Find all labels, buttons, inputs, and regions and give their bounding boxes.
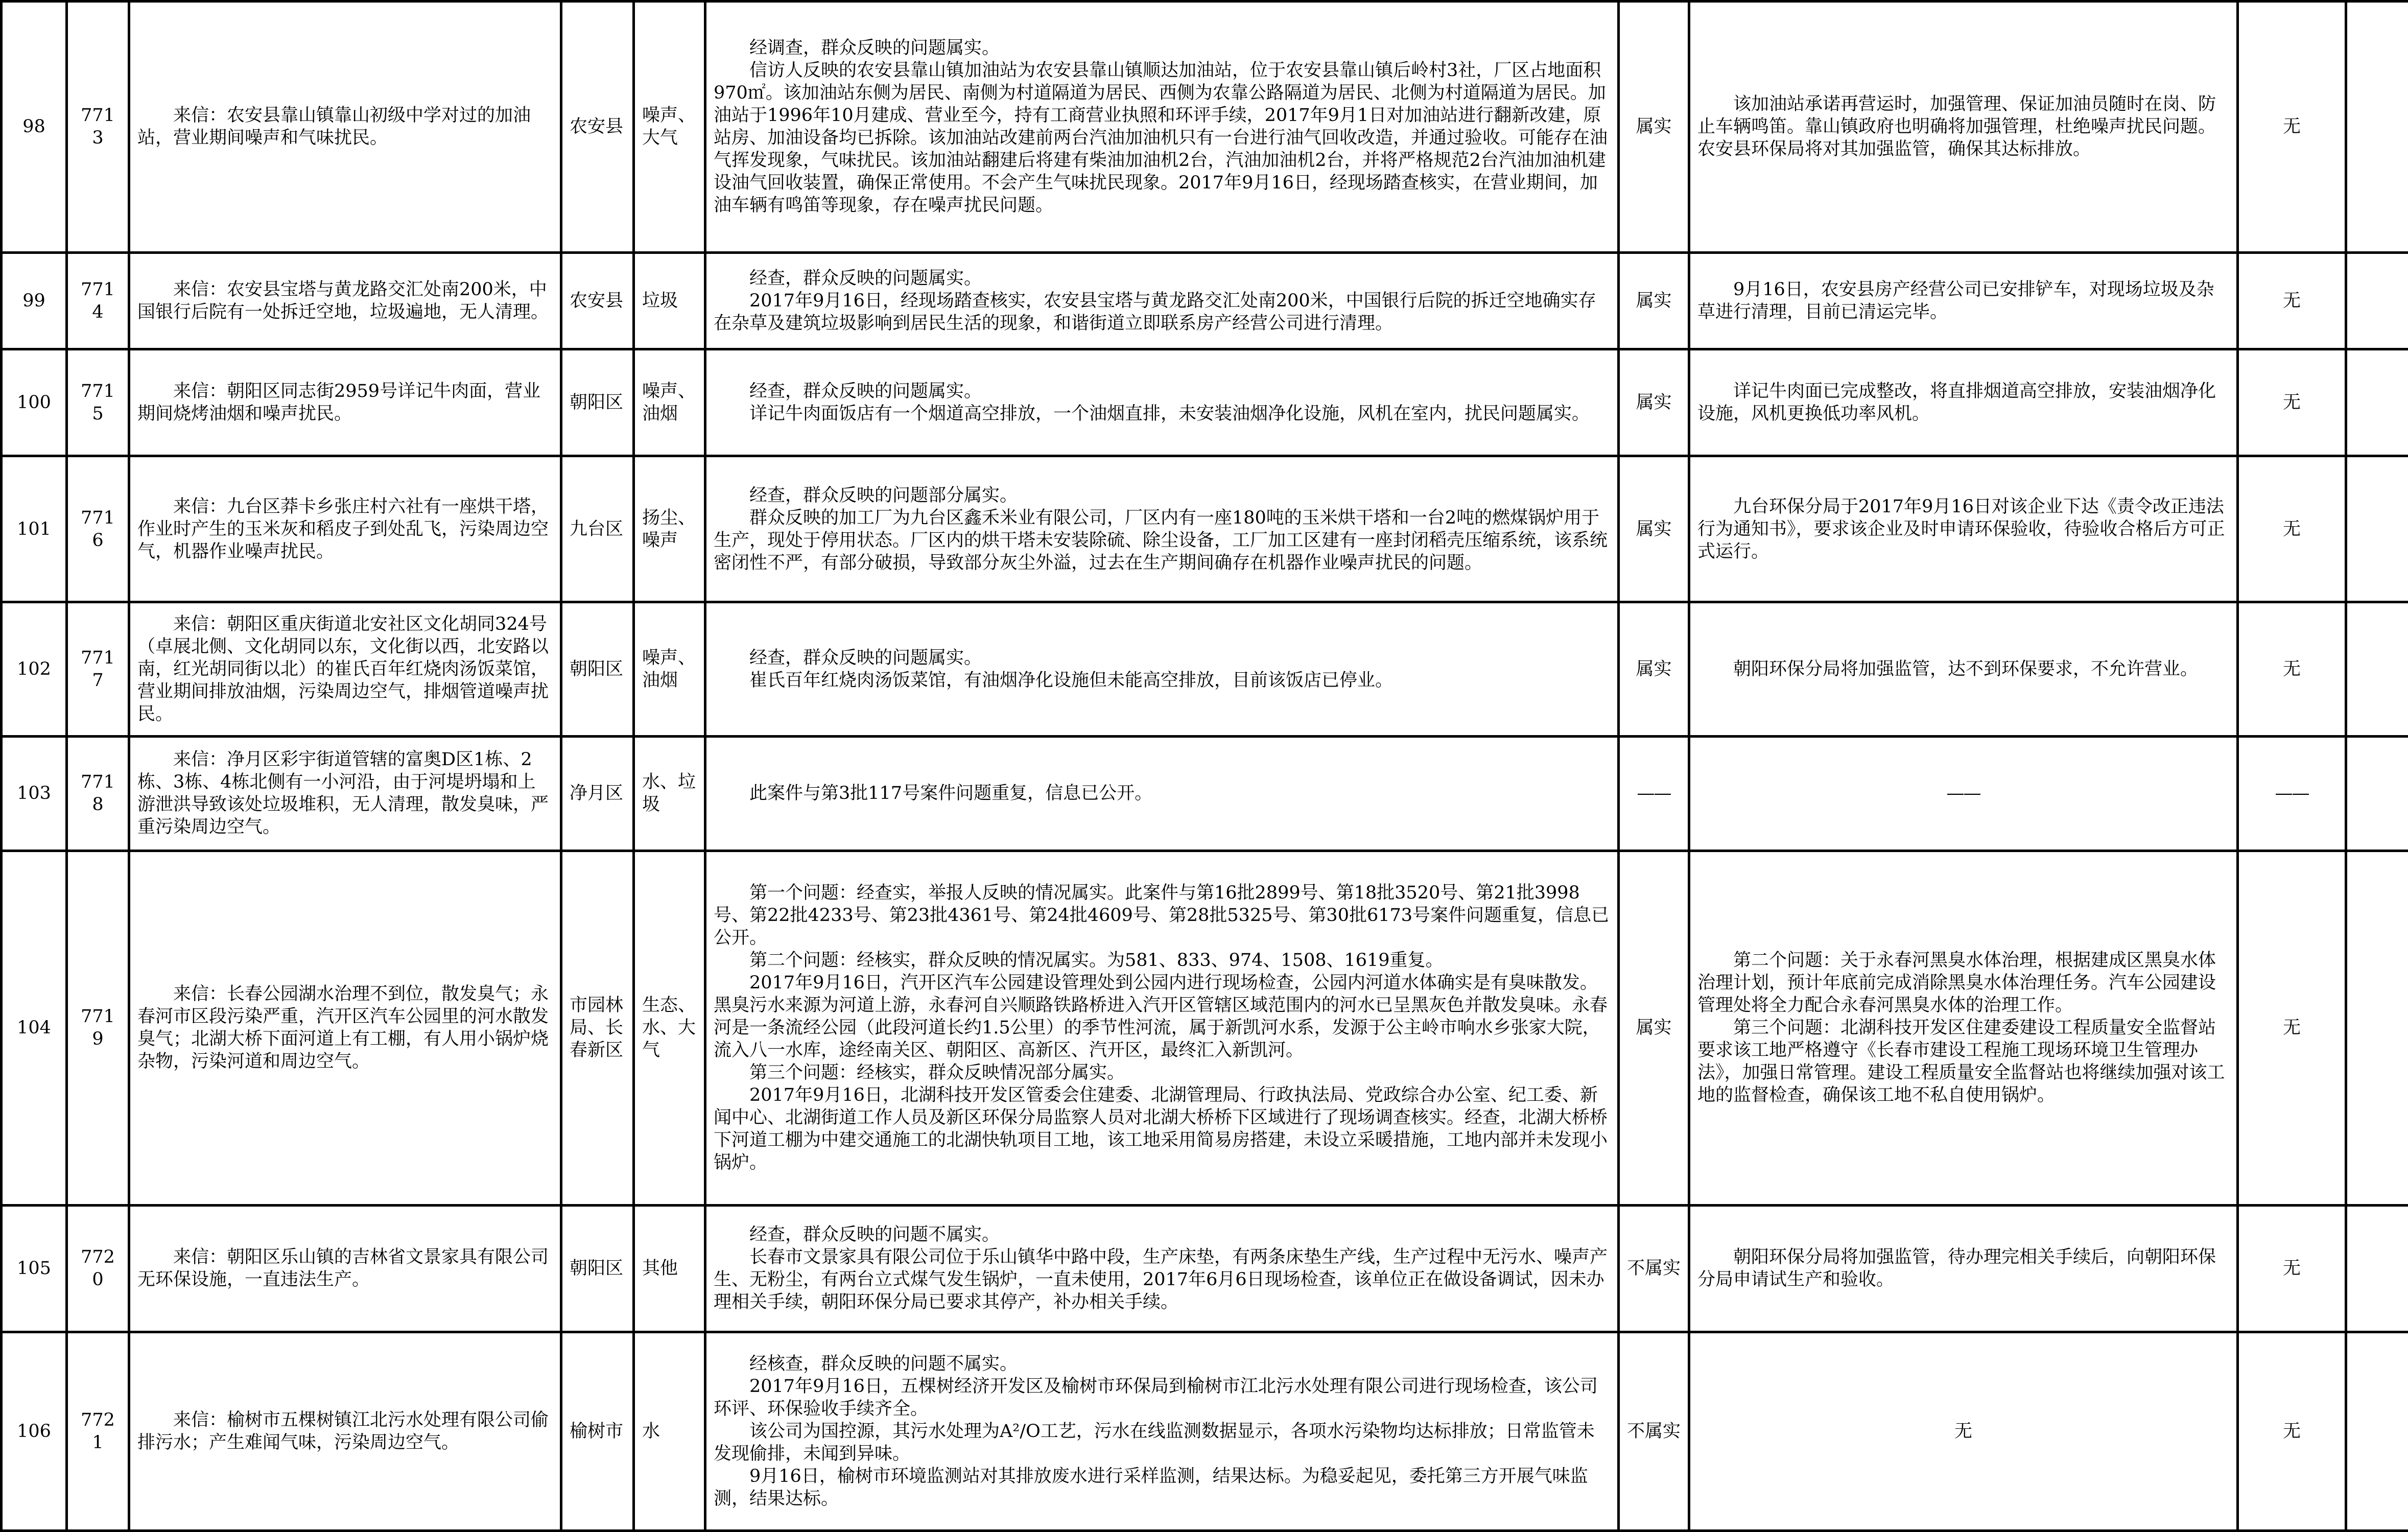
table-row (2, 736, 2408, 851)
investigation-paragraph: 2017年9月16日，经现场踏查核实，农安县宝塔与黄龙路交汇处南200米，中国银行后院的拆迁空地确实存在杂草及建筑垃圾影响到居民生活的现象，和谐街道立即联系房产经营公司进行清理。 (714, 291, 1596, 334)
accountability: 无 (2238, 602, 2346, 737)
complaint-paragraph: 来信：净月区彩宇街道管辖的富奥D区1栋、2栋、3栋、4栋北侧有一小河沿，由于河堤坍塌和上游泄洪导致该处垃圾堆积，无人清理，散发臭味，严重污染周边空气。 (137, 749, 549, 838)
verdict: 属实 (1619, 851, 1689, 1206)
handling-paragraph: 详记牛肉面已完成整改，将直排烟道高空排放，安装油烟净化设施，风机更换低功率风机。 (1697, 381, 2216, 425)
remark (2346, 851, 2408, 1206)
handling-measures (1689, 1206, 2238, 1332)
complaint-paragraph: 来信：朝阳区同志街2959号详记牛肉面，营业期间烧烤油烟和噪声扰民。 (137, 381, 541, 425)
case-number: 7715 (67, 349, 129, 456)
complaint-text (129, 1206, 561, 1332)
investigation-paragraph: 经查，群众反映的问题不属实。 (749, 1224, 1000, 1245)
investigation-result (705, 252, 1619, 349)
table-row (2, 456, 2408, 602)
district: 榆树市 (561, 1332, 634, 1530)
investigation-paragraph: 9月16日，榆树市环境监测站对其排放废水进行采样监测，结果达标。为稳妥起见，委托第三方开展气味监测，结果达标。 (714, 1466, 1588, 1509)
accountability: 无 (2238, 252, 2346, 349)
pollution-category: 水 (634, 1332, 705, 1530)
complaint-text (129, 2, 561, 253)
row-seq: 99 (2, 252, 67, 349)
investigation-result (705, 2, 1619, 253)
pollution-category: 生态、水、大气 (634, 851, 705, 1206)
accountability: 无 (2238, 851, 2346, 1206)
complaint-text (129, 736, 561, 851)
verdict: 不属实 (1619, 1206, 1689, 1332)
complaint-paragraph: 来信：榆树市五棵树镇江北污水处理有限公司偷排污水；产生难闻气味，污染周边空气。 (137, 1409, 549, 1453)
handling-measures (1689, 851, 2238, 1206)
verdict: —— (1619, 736, 1689, 851)
row-seq: 98 (2, 2, 67, 253)
handling-measures (1689, 602, 2238, 737)
remark (2346, 736, 2408, 851)
accountability: 无 (2238, 456, 2346, 602)
investigation-paragraph: 经查，群众反映的问题部分属实。 (749, 485, 1018, 506)
complaint-paragraph: 来信：长春公园湖水治理不到位，散发臭气；永春河市区段污染严重，汽开区汽车公园里的河水散发臭气；北湖大桥下面河道上有工棚，有人用小锅炉烧杂物，污染河道和周边空气。 (137, 984, 549, 1072)
case-number: 7713 (67, 2, 129, 253)
complaint-paragraph: 来信：九台区莽卡乡张庄村六社有一座烘干塔，作业时产生的玉米灰和稻皮子到处乱飞，污染周边空气，机器作业噪声扰民。 (137, 496, 549, 562)
remark (2346, 2, 2408, 253)
accountability: —— (2238, 736, 2346, 851)
remark (2346, 1332, 2408, 1530)
investigation-paragraph: 2017年9月16日，汽开区汽车公园建设管理处到公园内进行现场检查，公园内河道水体确实是有臭味散发。黑臭污水来源为河道上游，永春河自兴顺路铁路桥进入汽开区管辖区域范围内的河水已呈黑灰色并散发臭味。永春河是一条流经公园（此段河道长约1.5公里）的季节性河流，属于新凯河水系，发源于公主岭市响水乡张家大院，流入八一水库，途经南关区、朝阳区、高新区、汽开区，最终汇入新凯河。 (714, 973, 1608, 1061)
investigation-result (705, 736, 1619, 851)
handling-measures (1689, 252, 2238, 349)
investigation-paragraph: 群众反映的加工厂为九台区鑫禾米业有限公司，厂区内有一座180吨的玉米烘干塔和一台2吨的燃煤锅炉用于生产，现处于停用状态。厂区内的烘干塔未安装除硫、除尘设备，工厂加工区建有一座封闭稻壳压缩系统，该系统密闭性不严，有部分破损，导致部分灰尘外溢，过去在生产期间确存在机器作业噪声扰民的问题。 (714, 507, 1608, 573)
verdict: 属实 (1619, 456, 1689, 602)
investigation-paragraph: 此案件与第3批117号案件问题重复，信息已公开。 (749, 783, 1153, 804)
table-row (2, 2, 2408, 253)
case-number: 7721 (67, 1332, 129, 1530)
remark (2346, 602, 2408, 737)
investigation-paragraph: 经核查，群众反映的问题不属实。 (749, 1353, 1018, 1374)
case-number: 7716 (67, 456, 129, 602)
handling-paragraph: 朝阳环保分局将加强监管，待办理完相关手续后，向朝阳环保分局申请试生产和验收。 (1697, 1247, 2216, 1290)
pollution-category: 噪声、油烟 (634, 602, 705, 737)
complaint-text (129, 851, 561, 1206)
handling-paragraph: 9月16日，农安县房产经营公司已安排铲车，对现场垃圾及杂草进行清理，目前已清运完毕。 (1697, 279, 2214, 323)
row-seq: 103 (2, 736, 67, 851)
complaint-text (129, 602, 561, 737)
table-row (2, 602, 2408, 737)
investigation-paragraph: 长春市文景家具有限公司位于乐山镇华中路中段，生产床垫，有两条床垫生产线，生产过程中无污水、噪声产生、无粉尘，有两台立式煤气发生锅炉，一直未使用，2017年6月6日现场检查，该单位正在做设备调试，因未办理相关手续，朝阳环保分局已要求其停产，补办相关手续。 (714, 1247, 1608, 1313)
pollution-category: 水、垃圾 (634, 736, 705, 851)
investigation-paragraph: 经查，群众反映的问题属实。 (749, 381, 982, 402)
complaint-paragraph: 来信：农安县靠山镇靠山初级中学对过的加油站，营业期间噪声和气味扰民。 (137, 105, 531, 149)
table-row (2, 851, 2408, 1206)
investigation-result (705, 1332, 1619, 1530)
investigation-paragraph: 经调查，群众反映的问题属实。 (749, 38, 1000, 59)
complaint-text (129, 1332, 561, 1530)
investigation-paragraph: 崔氏百年红烧肉汤饭菜馆，有油烟净化设施但未能高空排放，目前该饭店已停业。 (749, 670, 1394, 691)
table-row (2, 252, 2408, 349)
handling-paragraph: 第二个问题：关于永春河黑臭水体治理，根据建成区黑臭水体治理计划，预计年底前完成消除黑臭水体治理任务。汽车公园建设管理处将全力配合永春河黑臭水体的治理工作。 (1697, 950, 2216, 1016)
investigation-paragraph: 第三个问题：经核实，群众反映情况部分属实。 (749, 1063, 1125, 1083)
accountability: 无 (2238, 1206, 2346, 1332)
complaint-paragraph: 来信：朝阳区乐山镇的吉林省文景家具有限公司无环保设施，一直违法生产。 (137, 1247, 549, 1290)
handling-measures (1689, 2, 2238, 253)
table-row (2, 1206, 2408, 1332)
table-row (2, 349, 2408, 456)
complaint-paragraph: 来信：朝阳区重庆街道北安社区文化胡同324号（卓展北侧、文化胡同以东，文化街以西，北安路以南，红光胡同街以北）的崔氏百年红烧肉汤饭菜馆，营业期间排放油烟，污染周边空气，排烟管道噪声扰民。 (137, 614, 549, 724)
remark (2346, 1206, 2408, 1332)
handling-measures (1689, 349, 2238, 456)
handling-paragraph: 该加油站承诺再营运时，加强管理、保证加油员随时在岗、防止车辆鸣笛。靠山镇政府也明确将加强管理，杜绝噪声扰民问题。农安县环保局将对其加强监管，确保其达标排放。 (1697, 94, 2216, 160)
district: 九台区 (561, 456, 634, 602)
pollution-category: 噪声、大气 (634, 2, 705, 253)
district: 朝阳区 (561, 349, 634, 456)
investigation-result (705, 851, 1619, 1206)
investigation-paragraph: 2017年9月16日，五棵树经济开发区及榆树市环保局到榆树市江北污水处理有限公司进行现场检查，该公司环评、环保验收手续齐全。 (714, 1376, 1598, 1419)
investigation-paragraph: 第二个问题：经核实，群众反映的情况属实。为581、833、974、1508、1619重复。 (749, 950, 1444, 971)
investigation-result (705, 456, 1619, 602)
verdict: 属实 (1619, 252, 1689, 349)
district: 农安县 (561, 2, 634, 253)
remark (2346, 349, 2408, 456)
investigation-paragraph: 该公司为国控源，其污水处理为A²/O工艺，污水在线监测数据显示，各项水污染物均达标排放；日常监管未发现偷排，未闻到异味。 (714, 1421, 1595, 1464)
table-row (2, 1332, 2408, 1530)
handling-paragraph: 九台环保分局于2017年9月16日对该企业下达《责令改正违法行为通知书》，要求该企业及时申请环保验收，待验收合格后方可正式运行。 (1697, 496, 2225, 562)
district: 朝阳区 (561, 602, 634, 737)
investigation-paragraph: 第一个问题：经查实，举报人反映的情况属实。此案件与第16批2899号、第18批3520号、第21批3998号、第22批4233号、第23批4361号、第24批4609号、第28批5325号、第30批6173号案件问题重复，信息已公开。 (714, 883, 1610, 949)
remark (2346, 456, 2408, 602)
complaint-text (129, 349, 561, 456)
pollution-category: 扬尘、噪声 (634, 456, 705, 602)
investigation-result (705, 602, 1619, 737)
pollution-category: 噪声、油烟 (634, 349, 705, 456)
verdict: 属实 (1619, 2, 1689, 253)
accountability: 无 (2238, 2, 2346, 253)
row-seq: 106 (2, 1332, 67, 1530)
pollution-category: 其他 (634, 1206, 705, 1332)
investigation-paragraph: 经查，群众反映的问题属实。 (749, 647, 982, 668)
investigation-paragraph: 2017年9月16日，北湖科技开发区管委会住建委、北湖管理局、行政执法局、党政综合办公室、纪工委、新闻中心、北湖街道工作人员及新区环保分局监察人员对北湖大桥桥下区域进行了现场调查核实。经查，北湖大桥桥下河道工棚为中建交通施工的北湖快轨项目工地，该工地采用简易房搭建，未设立采暖措施，工地内部并未发现小锅炉。 (714, 1085, 1608, 1173)
row-seq: 104 (2, 851, 67, 1206)
pollution-category: 垃圾 (634, 252, 705, 349)
verdict: 属实 (1619, 602, 1689, 737)
district: 朝阳区 (561, 1206, 634, 1332)
case-number: 7719 (67, 851, 129, 1206)
handling-paragraph: 朝阳环保分局将加强监管，达不到环保要求，不允许营业。 (1733, 658, 2199, 679)
complaint-text (129, 252, 561, 349)
case-number: 7718 (67, 736, 129, 851)
handling-measures (1689, 456, 2238, 602)
investigation-result (705, 1206, 1619, 1332)
district: 净月区 (561, 736, 634, 851)
handling-paragraph: 第三个问题：北湖科技开发区住建委建设工程质量安全监督站要求该工地严格遵守《长春市建设工程施工现场环境卫生管理办法》，加强日常管理。建设工程质量安全监督站也将继续加强对该工地的监督检查，确保该工地不私自使用锅炉。 (1697, 1018, 2225, 1106)
row-seq: 102 (2, 602, 67, 737)
remark (2346, 252, 2408, 349)
complaint-paragraph: 来信：农安县宝塔与黄龙路交汇处南200米，中国银行后院有一处拆迁空地，垃圾遍地，无人清理。 (137, 279, 549, 323)
case-number: 7717 (67, 602, 129, 737)
verdict: 不属实 (1619, 1332, 1689, 1530)
district: 农安县 (561, 252, 634, 349)
row-seq: 105 (2, 1206, 67, 1332)
investigation-paragraph: 信访人反映的农安县靠山镇加油站为农安县靠山镇顺达加油站，位于农安县靠山镇后岭村3社，厂区占地面积970㎡。该加油站东侧为居民、南侧为村道隔道为居民、西侧为农靠公路隔道为居民、北侧为村道隔道为居民。加油站于1996年10月建成、营业至今，持有工商营业执照和环评手续，2017年9月1日对加油站进行翻新改建，原站房、加油设备均已拆除。该加油站改建前两台汽油加油机只有一台进行油气回收改造，并通过验收。可能存在油气挥发现象，气味扰民。该加油站翻建后将建有柴油加油机2台，汽油加油机2台，并将严格规范2台汽油加油机建设油气回收装置，确保正常使用。不会产生气味扰民现象。2017年9月16日，经现场踏查核实，在营业期间，加油车辆有鸣笛等现象，存在噪声扰民问题。 (714, 60, 1608, 216)
investigation-paragraph: 经查，群众反映的问题属实。 (749, 268, 982, 289)
case-number: 7720 (67, 1206, 129, 1332)
investigation-paragraph: 详记牛肉面饭店有一个烟道高空排放，一个油烟直排，未安装油烟净化设施，风机在室内，扰民问题属实。 (749, 404, 1590, 425)
row-seq: 101 (2, 456, 67, 602)
complaint-text (129, 456, 561, 602)
district: 市园林局、长春新区 (561, 851, 634, 1206)
investigation-result (705, 349, 1619, 456)
accountability: 无 (2238, 1332, 2346, 1530)
case-number: 7714 (67, 252, 129, 349)
handling-measures: —— (1689, 736, 2238, 851)
handling-measures: 无 (1689, 1332, 2238, 1530)
verdict: 属实 (1619, 349, 1689, 456)
row-seq: 100 (2, 349, 67, 456)
accountability: 无 (2238, 349, 2346, 456)
